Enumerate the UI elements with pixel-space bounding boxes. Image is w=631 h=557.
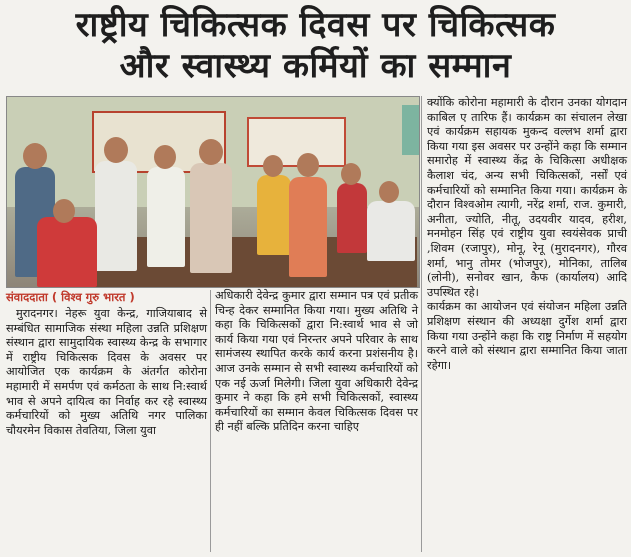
article-paragraph: मुरादनगर। नेहरू युवा केन्द्र, गाजियाबाद से सम्बंधित सामाजिक संस्था महिला उन्नति प्रशिक्षण संस्थान द्वारा सामुदायिक स्वास्थ्य केन्द्र के सभागार में राष्ट्रीय चिकित्सक दिवस के अवसर पर आयोजित एक कार्यक्रम के अंतर्गत कोरोना महामारी में समर्पण एवं कर्मठता के साथ नि:स्वार्थ भाव से अपने दायित्व का निर्वाह कर रहे स्वास्थ्य कर्मचारियों को मुख्य अतिथि नगर पालिका चौयरमेन विकास तेवतिया, जिला युवा: [6, 307, 207, 437]
article-paragraph: क्योंकि कोरोना महामारी के दौरान उनका योगदान काबिल ए तारिफ हैं। कार्यक्रम का संचालन लेखा एवं कार्यक्रम सहायक मुकन्द वल्लभ शर्मा द्वारा किया गया इस अवसर पर उन्होंने कहा कि सम्मान समारोह में स्वास्थ्य केंद्र के चिकित्सा अधीक्षक कैलाश चंद, अन्य सभी चिकित्सकों, नर्सों एवं कर्मचारियों को सम्मानित किया गया। कार्यक्रम के दौरान विश्वओम त्यागी, नरेंद्र शर्मा, राज. कुमारी, अनीता, ज्योति, नीतू, उदयवीर यादव, हरीश, मनमोहन सिंह एवं राष्ट्रीय युवा स्वयंसेवक प्राची ,शिवम (रजापुर), मोनू, रेनू (मुरादनगर), गौरव शर्मा, भानु तोमर (भोजपुर), मोनिका, तालिब (लोनी), सनोवर खान, कैफ (कार्यालय) आदि उपस्थित रहे।: [427, 96, 627, 299]
article-column-2: [215, 289, 418, 435]
headline: [0, 4, 631, 86]
article-column-3: [427, 96, 627, 373]
byline: संवाददाता ( विश्व गुरु भारत ): [6, 290, 135, 304]
news-photo: [6, 96, 420, 288]
headline-line-1: राष्ट्रीय चिकित्सक दिवस पर चिकित्सक: [75, 5, 556, 45]
article-column-1: [6, 289, 207, 438]
article-paragraph: अधिकारी देवेन्द्र कुमार द्वारा सम्मान पत्र एवं प्रतीक चिन्ह देकर सम्मानित किया गया। मुख्य अतिथि ने कहा कि चिकित्सकों द्वारा नि:स्वार्थ भाव से जो कार्य किया गया एवं निरन्तर अपने परिवार के साथ सामंजस्य स्थापित करके कार्य करना प्रशंसनीय है। आज उनके सम्मान से सभी स्वास्थ्य कर्मचारियों को एक नई ऊर्जा मिलेगी। जिला युवा अधिकारी देवेन्द्र कुमार ने कहा कि हमे सभी चिकित्सकों, स्वास्थ्य कर्मचारियों का सम्मान केवल चिकित्सक दिवस पर ही नहीं बल्कि प्रतिदिन करना चाहिए: [215, 289, 418, 434]
headline-line-2: और स्वास्थ्य कर्मियों का सम्मान: [119, 46, 512, 86]
article-paragraph: कार्यक्रम का आयोजन एवं संयोजन महिला उन्नति प्रशिक्षण संस्थान की अध्यक्षा दुर्गेश शर्मा द्वारा किया गया उन्होंने कहा कि राष्ट्र निर्माण में सहयोग करने वाले को संस्थान द्वारा सम्मानित किया जाता रहेगा।: [427, 300, 627, 372]
